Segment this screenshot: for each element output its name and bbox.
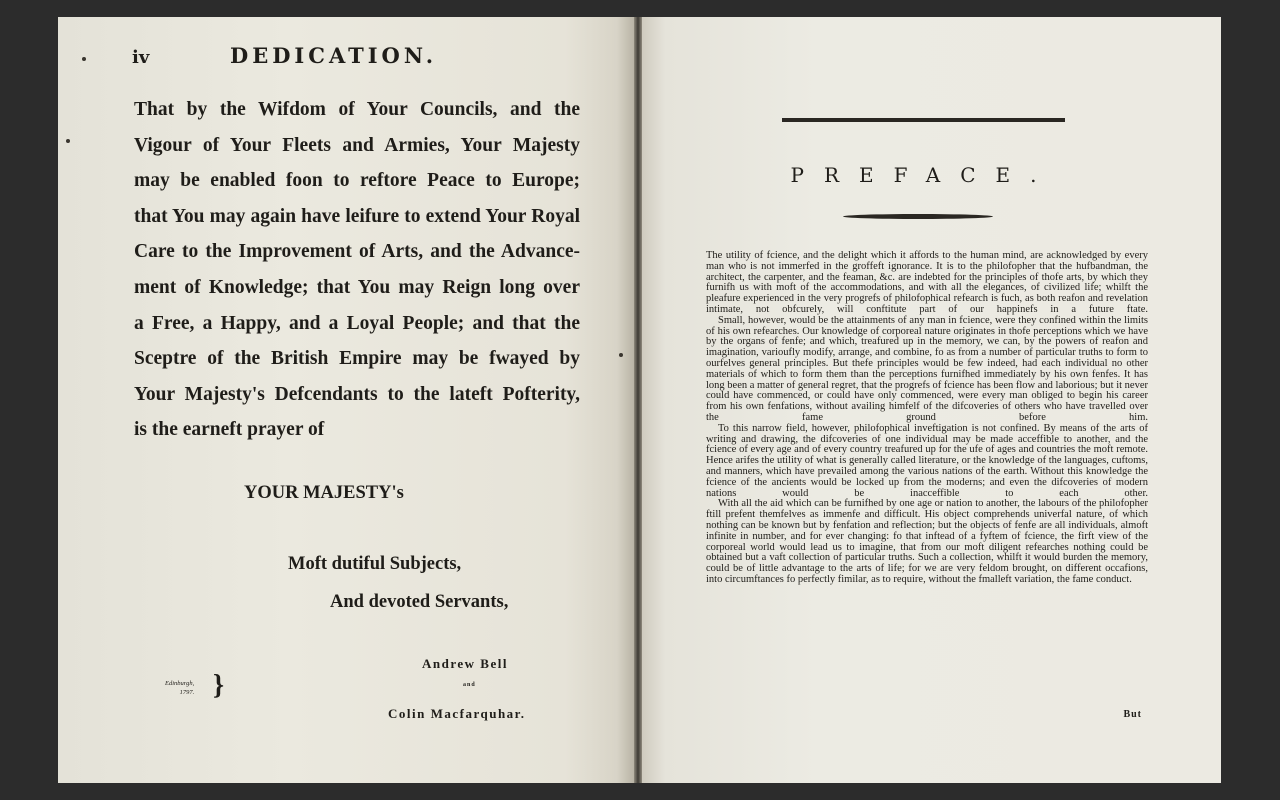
date-month: Edinburgh, — [165, 680, 195, 687]
signatory-name: Colin Macfarquhar. — [388, 706, 526, 721]
preface-paragraph: Small, however, would be the attainments of any man in fcience, were they confined within the limits of his own refearches. Our knowledge of corporeal nature originates in thofe perceptions which we have by the organs of fenfe; and which, treafured up in the memory, we can, by the powers of reafon and imagination, varioufly modify, arrange, and combine, fo as from a number of particular truths to form to ourfelves general principles. But thefe principles would be few indeed, had each individual no other materials of which to form them than the perceptions furnifhed immediately by his own fenfes. It has long been a matter of general regret, that the progrefs of fcience has been flow and laborious; but it never could have commenced, or could have only commenced, were every man obliged to begin his career from his own fenfations, without availing himfelf of the difcoveries of others who have travelled over the fame ground before him. — [706, 314, 1148, 423]
preface-paragraph: To this narrow field, however, philofophical inveftigation is not confined. By means of the arts of writing and drawing, the difcoveries of one individual may be made acceffible to another, and the fcience of every age and of every country treafured up for the ufe of ages and countries the moft remote. Hence arifes the utility of what is generally called literature, or the knowledge of the languages, cuftoms, and manners, which have prevailed among the various nations of the earth. Without this knowledge the fcience of the ancients would be locked up from the moderns; and even the difcoveries of modern nations would be inacceffible to each other. — [706, 422, 1148, 499]
left-page — [58, 17, 634, 783]
ink-spot-icon — [66, 139, 70, 143]
closing-line: Moft dutiful Subjects, — [288, 554, 462, 574]
dedication-line: That by the Wifdom of Your Councils, and the — [134, 99, 580, 120]
dedication-line: Sceptre of the British Empire may be fwayed by — [134, 348, 580, 370]
preface-heading: PREFACE. — [790, 163, 1057, 187]
ornamental-rule — [843, 214, 993, 219]
ink-spot-icon — [619, 353, 623, 357]
dedication-line: Your Majesty's Defcendants to the lateft Pofterity, — [134, 383, 580, 405]
date-year: 1797. — [179, 689, 195, 696]
dedication-line: Vigour of Your Fleets and Armies, Your Majesty — [134, 134, 580, 156]
book-spread — [58, 17, 1221, 783]
preface-paragraph: The utility of fcience, and the delight which it affords to the human mind, are acknowledged by every man who is not immerfed in the groffeft ignorance. It is to the philofopher that the hufbandman, the architect, the carpenter, and the feaman, &c. are indebted for the principles of thofe arts, by which they furnifh us with moft of the accommodations, and with all the elegances, of civilized life; whilft the pleafure experienced in the very progrefs of philofophical refearch is fuch, as both reafon and revelation intimate, not obfcurely, will conftitute part of our happinefs in a future ftate. — [706, 250, 1148, 315]
catchword: But — [1123, 709, 1142, 720]
dedication-heading: DEDICATION. — [230, 43, 438, 68]
date-note — [165, 679, 194, 697]
right-page — [642, 17, 1221, 783]
salutation: YOUR MAJESTY's — [244, 483, 404, 503]
dedication-line: that You may again have leifure to extend Your Royal — [134, 205, 580, 227]
dedication-line: Care to the Improvement of Arts, and the Advance- — [134, 241, 580, 263]
book-gutter — [634, 17, 642, 783]
top-rule — [782, 118, 1065, 122]
closing-line: And devoted Servants, — [330, 592, 509, 612]
ink-spot-icon — [82, 57, 86, 61]
brace-icon: } — [213, 670, 225, 701]
page-number: iv — [132, 47, 150, 68]
dedication-line: is the earneft prayer of — [134, 419, 325, 441]
dedication-line: may be enabled foon to reftore Peace to Europe; — [134, 170, 580, 192]
preface-body — [706, 251, 1148, 586]
dedication-line: ment of Knowledge; that You may Reign long over — [134, 276, 580, 298]
preface-paragraph: With all the aid which can be furnifhed by one age or nation to another, the labours of the philofopher ftill prefent themfelves as immenfe and difficult. His object comprehends univerfal nature, of which nothing can be known but by fenfation and reflection; but the objects of fenfe are all individuals, almoft infinite in number, and for ever changing: fo that inftead of a fyftem of fcience, the firft view of the corporeal world would lead us to imagine, that from our moft diligent refearches nothing could be obtained but a vaft collection of particular truths. Such a collection, whilft it would burden the memory, could be of little advantage to the arts of life; for we are very feldom brought, on different occafions, into circumftances fo perfectly fimilar, as to require, without the fmalleft variation, the fame conduct. — [706, 498, 1148, 585]
dedication-body — [134, 92, 580, 448]
dedication-line: a Free, a Happy, and a Loyal People; and that the — [134, 312, 580, 334]
signatory-name: Andrew Bell — [422, 656, 508, 671]
conjunction: and — [463, 682, 476, 688]
